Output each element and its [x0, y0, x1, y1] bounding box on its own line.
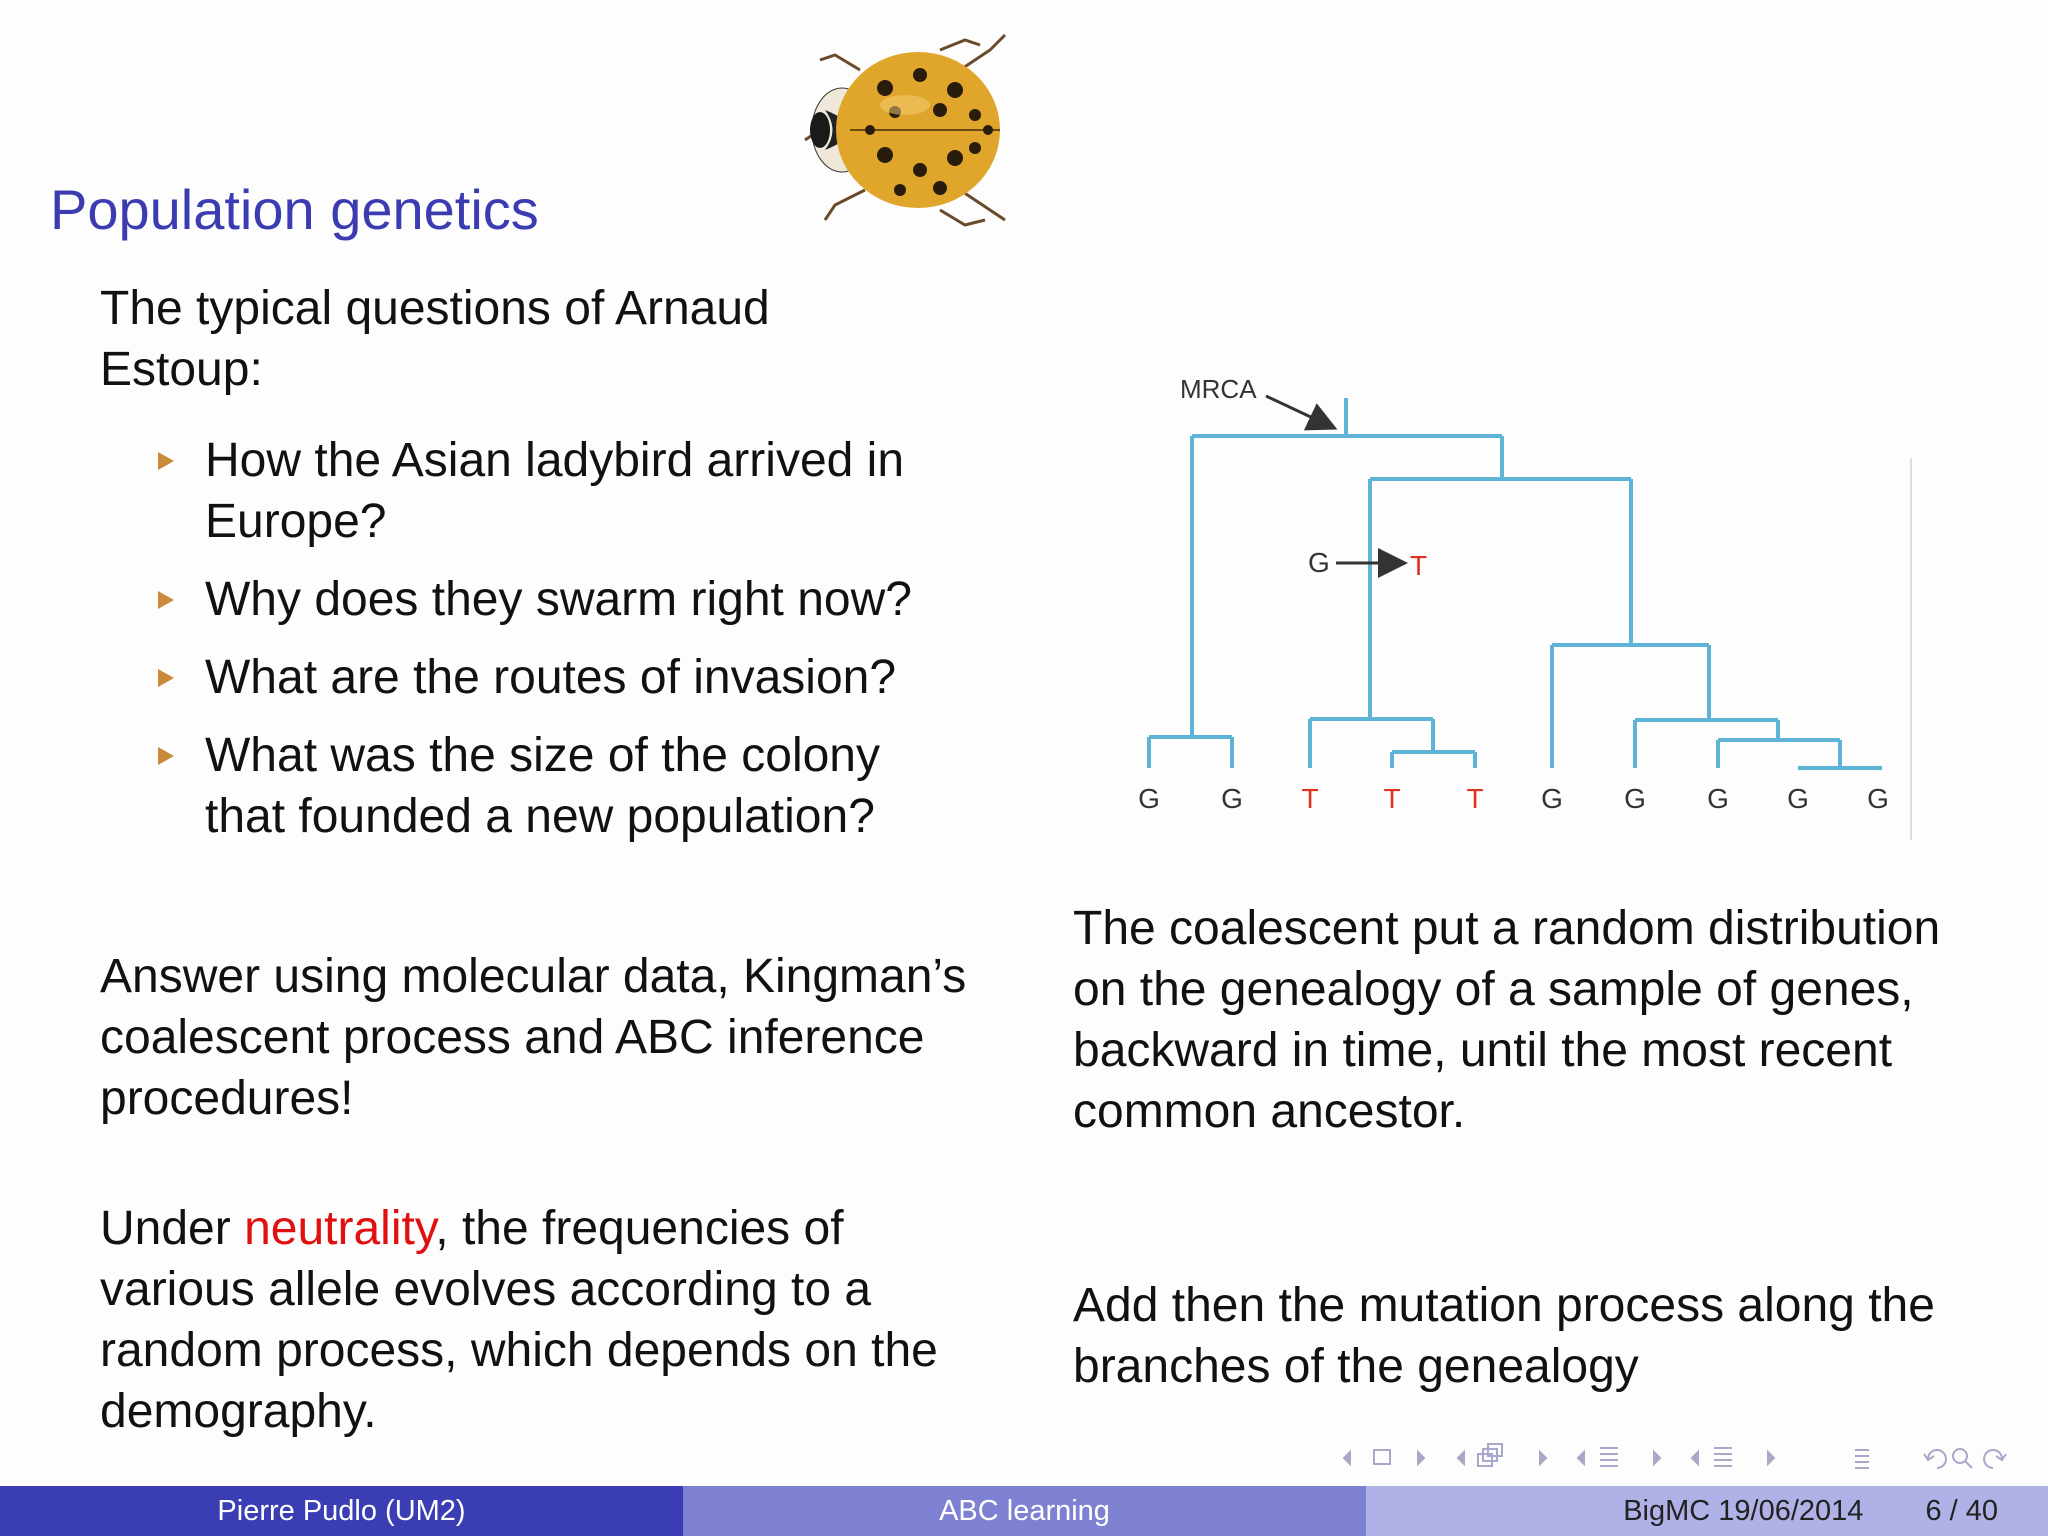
- question-text: What was the size of the colony that founded a new population?: [205, 729, 880, 843]
- leaf-label: T: [1466, 783, 1484, 814]
- answer-text: Answer using molecular data, Kingman’s coalescent process and ABC inference procedures!: [100, 950, 967, 1125]
- nav-prev-section-icon[interactable]: [1458, 1452, 1464, 1464]
- footer-event: BigMC 19/06/2014: [1623, 1494, 1864, 1527]
- ladybug-photo: [790, 30, 1030, 230]
- intro-text: The typical questions of Arnaud Estoup:: [100, 282, 770, 396]
- footer-author: Pierre Pudlo (UM2): [0, 1486, 683, 1536]
- genealogy-tree: [1149, 398, 1882, 768]
- navigation-bar: [1330, 1440, 2030, 1476]
- neutrality-highlight: neutrality: [244, 1202, 436, 1255]
- leaf-label: G: [1221, 783, 1243, 814]
- leaf-label: G: [1541, 783, 1563, 814]
- triangle-bullet-icon: [158, 747, 174, 765]
- nav-subsection-icon[interactable]: [1600, 1448, 1618, 1466]
- leaf-label: T: [1301, 783, 1319, 814]
- nav-slide-icon[interactable]: [1714, 1448, 1732, 1466]
- nav-prev-frame-icon[interactable]: [1344, 1452, 1350, 1464]
- mutation-text: Add then the mutation process along the branches of the genealogy: [1073, 1279, 1935, 1393]
- nav-section-icon[interactable]: [1478, 1444, 1502, 1466]
- nav-frame-icon[interactable]: [1374, 1450, 1390, 1464]
- mrca-label: MRCA: [1180, 374, 1257, 404]
- leaf-label: G: [1138, 783, 1160, 814]
- mutation-from-label: G: [1308, 547, 1330, 578]
- genealogy-diagram: [1120, 360, 1920, 840]
- triangle-bullet-icon: [158, 452, 174, 470]
- triangle-bullet-icon: [158, 669, 174, 687]
- leaf-label: G: [1707, 783, 1729, 814]
- question-item: [150, 647, 970, 708]
- slide-title: Population genetics: [50, 178, 539, 241]
- nav-redo-icon[interactable]: [1984, 1450, 2006, 1468]
- nav-next-section-icon[interactable]: [1540, 1452, 1546, 1464]
- neutrality-before: Under: [100, 1202, 245, 1255]
- nav-next-slide-icon[interactable]: [1768, 1452, 1774, 1464]
- leaf-label: G: [1624, 783, 1646, 814]
- question-item: [150, 569, 970, 630]
- coalescent-text: The coalescent put a random distribution on the genealogy of a sample of genes, backward in time, until the most recent common ancestor.: [1073, 902, 1941, 1138]
- footer-right: [1366, 1486, 2048, 1536]
- question-item: [150, 725, 970, 847]
- nav-next-subsection-icon[interactable]: [1654, 1452, 1660, 1464]
- question-text: What are the routes of invasion?: [205, 651, 897, 704]
- neutrality-after: , the frequencies of various allele evolves according to a random process, which depends on the demography.: [100, 1202, 938, 1438]
- question-list: [150, 430, 970, 864]
- nav-search-icon[interactable]: [1953, 1449, 1972, 1468]
- nav-next-frame-icon[interactable]: [1418, 1452, 1424, 1464]
- nav-prev-slide-icon[interactable]: [1692, 1452, 1698, 1464]
- question-item: [150, 430, 970, 552]
- footer-bar: [0, 1486, 2048, 1536]
- leaf-label: G: [1787, 783, 1809, 814]
- footer-page-number: 6 / 40: [1925, 1494, 1998, 1527]
- footer-talk-title: ABC learning: [683, 1486, 1366, 1536]
- question-text: How the Asian ladybird arrived in Europe?: [205, 434, 905, 548]
- mutation-to-label: T: [1410, 550, 1428, 581]
- triangle-bullet-icon: [158, 591, 174, 609]
- neutrality-paragraph: [100, 1198, 1000, 1442]
- leaf-label: G: [1867, 783, 1889, 814]
- nav-undo-icon[interactable]: [1924, 1450, 1946, 1468]
- nav-prev-subsection-icon[interactable]: [1578, 1452, 1584, 1464]
- question-text: Why does they swarm right now?: [205, 573, 912, 626]
- nav-align-icon[interactable]: [1855, 1450, 1869, 1468]
- leaf-label: T: [1383, 783, 1401, 814]
- mrca-arrow: [1266, 396, 1332, 427]
